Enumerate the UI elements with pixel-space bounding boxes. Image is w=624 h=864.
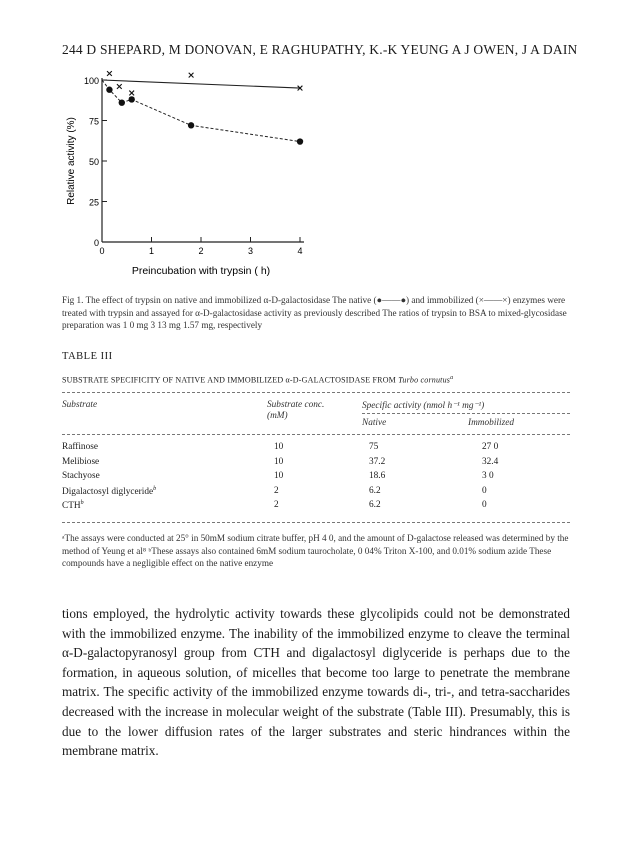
y-tick-label: 75 — [88, 116, 99, 127]
x-axis-label: Preincubation with trypsin ( h) — [131, 265, 271, 277]
table-cell-immob: 0 — [482, 485, 487, 496]
table-rule-bottom — [62, 522, 570, 523]
table-rule-top — [62, 392, 570, 393]
chart-axes — [84, 76, 304, 256]
header-substrate-conc: Substrate conc. (mM) — [267, 400, 325, 421]
immobilized-point — [107, 71, 112, 76]
y-tick-label: 100 — [83, 76, 99, 86]
x-tick-label: 1 — [148, 246, 155, 256]
table-cell-conc: 10 — [274, 456, 284, 467]
table-cell-native: 6.2 — [369, 485, 381, 496]
table-cell-conc: 10 — [274, 471, 284, 481]
table-rule-activity — [362, 413, 570, 414]
table-title: TABLE III — [62, 351, 113, 362]
running-header: 244 D SHEPARD, M DONOVAN, E RAGHUPATHY, K.-K YEUNG A J OWEN, J A DAIN — [62, 42, 578, 57]
immobilized-point — [129, 91, 134, 96]
series-immobilized-line — [102, 80, 300, 88]
x-tick-label: 3 — [247, 246, 254, 256]
table-cell-conc: 2 — [274, 500, 279, 510]
table-cell-native: 6.2 — [369, 500, 381, 510]
line-chart — [60, 70, 320, 282]
table-cell-immob: 0 — [482, 500, 487, 510]
footnote-mark: b — [80, 500, 84, 506]
table-cell-substrate: Raffinose — [62, 442, 98, 452]
table-cell-substrate: CTH$^b$ — [62, 500, 84, 512]
chart-series — [102, 71, 303, 145]
y-axis-label: Relative activity (%) — [66, 117, 77, 205]
table-footnote: ᵃThe assays were conducted at 25° in 50mM sodium citrate buffer, pH 4 0, and the amount of D-galactose released was determined by the method of Yeung et al⁸ ᵇThese assays also contained 6mM sodium taurocholate, 0 04% Triton X-100, and 0.01% sodium azide These compounds have a negligible effect on the native enzyme — [62, 533, 569, 568]
table-heading — [62, 375, 453, 385]
x-tick-label: 2 — [198, 246, 204, 256]
header-substrate: Substrate — [62, 400, 98, 410]
table-rule-header — [62, 434, 570, 435]
x-tick-label: 4 — [297, 246, 303, 256]
table-cell-substrate: Stachyose — [62, 471, 100, 481]
table-cell-immob: 3 0 — [482, 471, 494, 481]
table-cell-native: 75 — [369, 442, 379, 452]
native-point — [129, 96, 135, 102]
table-cell-substrate: Digalactosyl diglyceride$^b$ — [62, 485, 157, 497]
x-tick-label: 0 — [99, 246, 105, 256]
figure-1 — [60, 70, 320, 287]
figure-caption: Fig 1. The effect of trypsin on native and immobilized α-D-galactosidase The native (●——●) and immobilized (×——×) enzymes were treated with trypsin and assayed for α-D-galactosidase activity as previously described The ratios of trypsin to BSA to mixed-glycosidase preparation was 1 0 mg 3 13 mg 1.57 mg, respectively — [62, 295, 567, 330]
table-cell-substrate: Melibiose — [62, 456, 100, 467]
table-heading-species: Turbo cornutus — [398, 375, 451, 385]
y-tick-label: 25 — [88, 197, 99, 208]
y-tick-label: 50 — [88, 157, 99, 167]
table-cell-conc: 10 — [274, 442, 284, 452]
immobilized-point — [117, 84, 122, 89]
table-cell-native: 18.6 — [369, 471, 386, 481]
table-heading-footnote-mark: a — [450, 375, 454, 381]
y-tick-label: 0 — [93, 238, 99, 248]
native-point — [106, 87, 112, 93]
body-paragraph: tions employed, the hydrolytic activity towards these glycolipids could not be demonstrated with the immobilized enzyme. The inability of the immobilized enzyme to cleave the terminal α-D-galactopyranosyl group from CTH and digalactosyl diglyceride is perhaps due to the formation, in aqueous solution, of micelles that become too large to penetrate the membrane matrix. The specific activity of the immobilized enzyme towards di-, tri-, and tetra-saccharides decreased with the increase in molecular weight of the substrate (Table III). Presumably, this is due to the lower diffusion rates of the larger substrates and steric hindrances within the membrane matrix. — [62, 606, 570, 759]
table-heading-text: SUBSTRATE SPECIFICITY OF NATIVE AND IMMOBILIZED α-D-GALACTOSIDASE FROM — [62, 375, 396, 385]
table-cell-immob: 27 0 — [482, 442, 499, 452]
native-point — [188, 122, 194, 128]
immobilized-point — [189, 73, 194, 78]
native-point — [297, 138, 303, 144]
header-native: Native — [362, 418, 387, 428]
table-cell-conc: 2 — [274, 485, 279, 496]
table-cell-immob: 32.4 — [482, 456, 499, 467]
native-point — [119, 99, 125, 105]
header-specific-activity: Specific activity (nmol h⁻¹ mg⁻¹) — [362, 401, 485, 411]
footnote-mark: b — [153, 485, 157, 492]
series-native-line — [102, 80, 300, 142]
header-immobilized: Immobilized — [468, 418, 514, 428]
table-cell-native: 37.2 — [369, 456, 386, 467]
